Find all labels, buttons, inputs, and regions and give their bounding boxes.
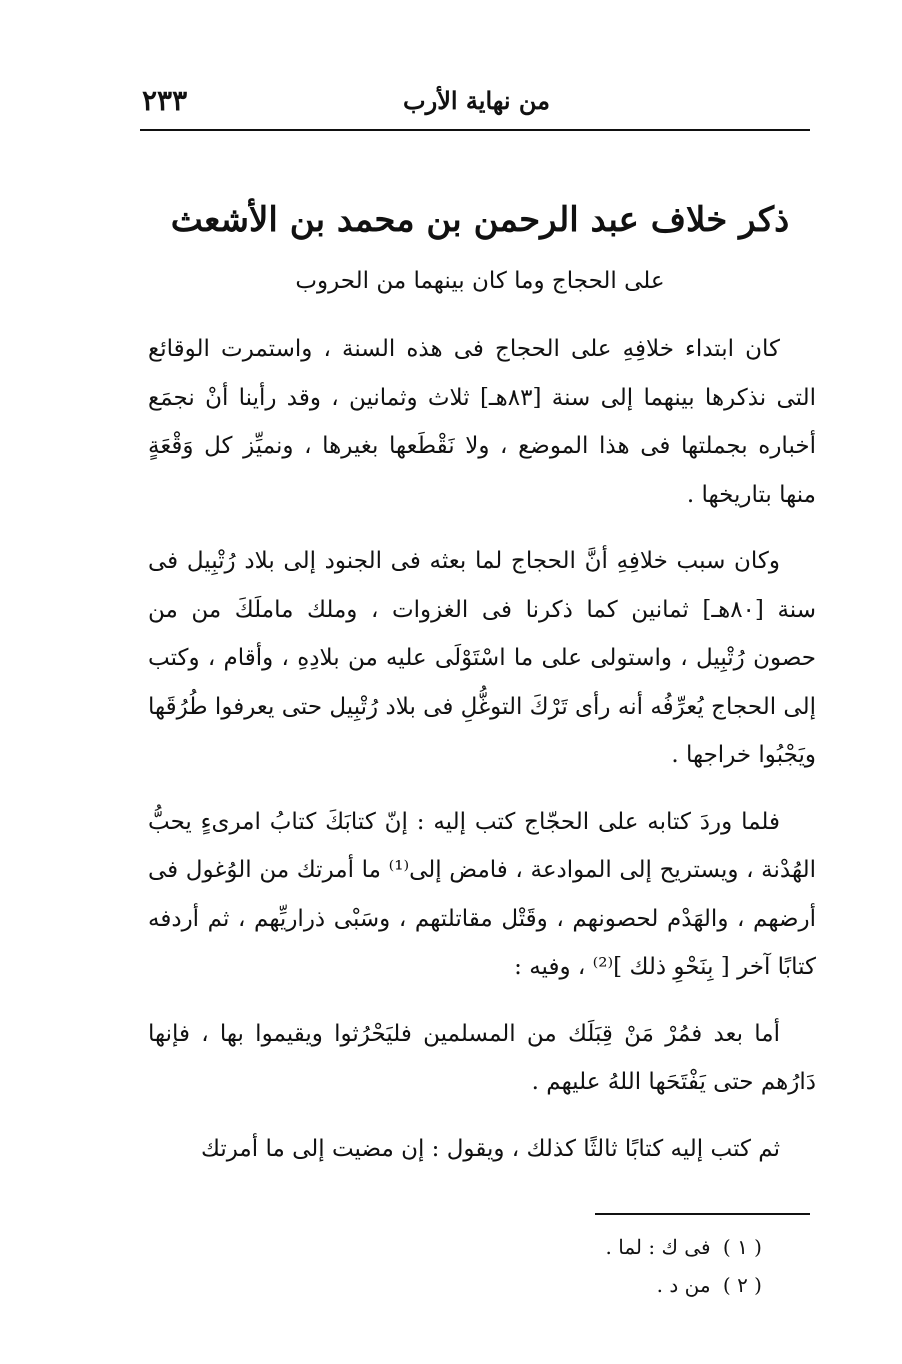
chapter-subtitle: على الحجاج وما كان بينهما من الحروب	[295, 268, 665, 294]
footnote-text: فى ك : لما .	[605, 1235, 711, 1259]
body-text	[148, 325, 816, 1191]
footnotes	[362, 1228, 762, 1304]
footnote	[362, 1266, 762, 1304]
page-number: ٢٣٣	[142, 84, 188, 117]
paragraph: فلما وردَ كتابه على الحجّاج كتب إليه : إنّ كتابَكَ كتابُ امرىءٍ يحبُّ الهُدْنة ، ويستريح إلى الموادعة ، فامض إلى⁽¹⁾ ما أمرتك من الوُغول فى أرضهم ، والهَدْم لحصونهم ، وقَتْل مقاتلتهم ، وسَبْى ذراريِّهم ، ثم أردفه كتابًا آخر [ بِنَحْوِ ذلك ]⁽²⁾ ، وفيه :	[148, 808, 816, 980]
footnote-number: ( ١ )	[722, 1235, 762, 1259]
running-head	[138, 82, 810, 122]
paragraph: ثم كتب إليه كتابًا ثالثًا كذلك ، ويقول : إن مضيت إلى ما أمرتك	[200, 1135, 780, 1162]
footnote-text: من د .	[656, 1273, 711, 1297]
footnote-rule	[595, 1213, 810, 1215]
paragraph: أما بعد فمُرْ مَنْ قِبَلَك من المسلمين فليَحْرُثوا ويقيموا بها ، فإنها دَارُهم حتى يَفْتَحَها اللهُ عليهم .	[148, 1020, 816, 1095]
paragraph: وكان سبب خلافِهِ أنَّ الحجاج لما بعثه فى الجنود إلى بلاد رُتْبِيل فى سنة [٨٠هـ] ثمانين كما ذكرنا فى الغزوات ، وملك ماملَكَ من من حصون رُتْبِيل ، واستولى على ما اسْتَوْلَى عليه من بلادِهِ ، وأقام ، وكتب إلى الحجاج يُعرِّفُه أنه رأى تَرْكَ التوغُّلِ فى بلاد رُتْبِيل حتى يعرفوا طُرُقَها ويَجْبُوا خراجها .	[148, 548, 817, 768]
running-title: من نهاية الأرب	[403, 86, 550, 115]
footnote-number: ( ٢ )	[722, 1273, 762, 1297]
chapter-title: ذكر خلاف عبد الرحمن بن محمد بن الأشعث	[170, 200, 790, 240]
paragraph: كان ابتداء خلافِهِ على الحجاج فى هذه السنة ، واستمرت الوقائع التى نذكرها بينهما إلى سنة [٨٣هـ] ثلاث وثمانين ، وقد رأينا أنْ نجمَع أخباره بجملتها فى هذا الموضع ، ولا نَقْطَعها بغيرها ، ونميِّز كل وَقْعَةٍ منها بتاريخها .	[148, 336, 816, 508]
footnote	[362, 1228, 762, 1266]
header-rule	[140, 129, 810, 131]
